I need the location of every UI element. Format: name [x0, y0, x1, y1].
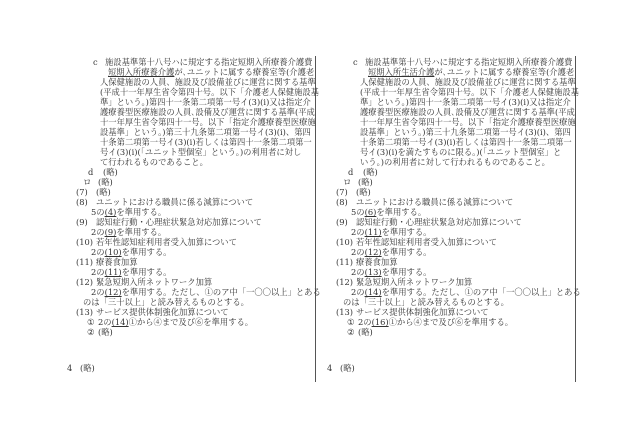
underlined-text: (12): [104, 287, 122, 297]
item-marker: ロ: [343, 177, 352, 187]
line-text: [98, 177, 113, 187]
underlined-text: (10): [104, 247, 122, 257]
line-text: [360, 97, 571, 107]
item-marker: (10): [336, 237, 354, 247]
text-segment: 認知症行動・心理症状緊急対応加算について: [356, 217, 522, 227]
line-text: [363, 167, 378, 177]
text-segment: 準」という。)第四十一条第二項第一号イ(3)(i)又は指定介: [100, 97, 311, 107]
text-segment: 施設基準第十八号ハに規定する指定短期入所療養介護費: [365, 57, 573, 67]
text-segment: 療養食加算: [356, 257, 398, 267]
line-text: [368, 67, 574, 77]
line-text: [91, 267, 171, 277]
item-marker: c: [93, 57, 98, 67]
text-segment: (平成十一年厚生省令第四十号。以下「介護老人保健施設基: [360, 87, 579, 97]
text-segment: 号イ(3)(i)を満たすものに限る。)(「ユニット型個室」と: [360, 147, 562, 157]
text-segment: (略): [98, 327, 113, 337]
text-segment: 2の: [351, 267, 365, 277]
text-segment: (平成十一年厚生省令第四十号。以下「介護老人保健施設基: [100, 87, 319, 97]
line-text: [96, 217, 262, 227]
text-segment: 2の: [98, 317, 112, 327]
line-text: [83, 297, 249, 307]
item-marker: (11): [336, 257, 354, 267]
text-segment: を準用する。: [381, 247, 432, 257]
line-text: [96, 197, 253, 207]
text-segment: のは「三十以上」と読み替えるものとする。: [83, 297, 249, 307]
line-text: [356, 187, 371, 197]
text-segment: て行われるものであること。: [100, 157, 208, 167]
line-text: [351, 207, 426, 217]
column-divider: [575, 56, 576, 382]
item-marker: (7): [76, 187, 88, 197]
text-segment: 5の: [91, 207, 105, 217]
text-segment: 護療養型医療施設の人員､設備及び運営に関する基準(平成: [100, 107, 315, 117]
line-text: [96, 307, 229, 317]
line-text: [360, 127, 571, 137]
text-segment: (略): [358, 177, 373, 187]
item-marker: (10): [76, 237, 94, 247]
text-segment: のは「三十以上」と読み替えるものとする。: [343, 297, 509, 307]
text-segment: が､ユニットに属する療養室等(介護老: [174, 67, 315, 77]
text-segment: 若年性認知症利用者受入加算について: [356, 237, 497, 247]
text-segment: 若年性認知症利用者受入加算について: [96, 237, 237, 247]
text-segment: 療養食加算: [96, 257, 138, 267]
text-segment: が､ユニットに属する療養室等(介護老: [434, 67, 575, 77]
underlined-text: (16): [371, 317, 389, 327]
line-text: [356, 257, 398, 267]
text-segment: 2の: [351, 287, 365, 297]
text-segment: 2の: [358, 317, 372, 327]
line-text: [360, 87, 579, 97]
item-marker: (8): [76, 197, 88, 207]
item-marker: (13): [336, 307, 354, 317]
text-segment: を準用する。: [121, 267, 172, 277]
line-text: [356, 197, 513, 207]
text-segment: 5の: [351, 207, 365, 217]
text-segment: を準用する。: [376, 207, 427, 217]
text-segment: 2の: [351, 247, 365, 257]
text-segment: 緊急短期入所ネットワーク加算: [96, 277, 213, 287]
text-segment: を準用する。: [381, 227, 432, 237]
text-segment: 護療養型医療施設の人員､設備及び運営に関する基準(平成: [360, 107, 575, 117]
text-segment: ユニットにおける職員に係る減算について: [96, 197, 254, 207]
item-marker: (8): [336, 197, 348, 207]
item-marker: c: [353, 57, 358, 67]
item-marker: (12): [76, 277, 94, 287]
line-text: [351, 247, 431, 257]
item-marker: ロ: [83, 177, 92, 187]
section-number: 4: [67, 363, 73, 373]
text-segment: 2の: [91, 227, 105, 237]
text-segment: (略): [98, 177, 113, 187]
line-text: [98, 327, 113, 337]
text-segment: 十一年厚生省令第四十一号。以下「指定介護療養型医療施: [360, 117, 576, 127]
text-segment: を準用する。: [381, 267, 432, 277]
underlined-text: (14): [364, 287, 382, 297]
item-marker: (12): [336, 277, 354, 287]
text-segment: を準用する。: [121, 247, 172, 257]
item-marker: (9): [336, 217, 348, 227]
underlined-text: (11): [104, 267, 122, 277]
text-segment: 2の: [351, 227, 365, 237]
line-text: [91, 207, 166, 217]
line-text: [356, 307, 489, 317]
text-segment: を準用する。: [116, 227, 167, 237]
text-segment: ユニットにおける職員に係る減算について: [356, 197, 514, 207]
text-segment: 2の: [91, 247, 105, 257]
text-segment: (略): [358, 327, 373, 337]
text-segment: ①から④まで及び⑥を準用する。: [388, 317, 514, 327]
section-text: (略): [80, 363, 95, 373]
text-segment: (略): [363, 167, 378, 177]
line-text: [356, 217, 522, 227]
text-segment: 2の: [91, 287, 105, 297]
text-segment: 十一年厚生省令第四十一号。以下「指定介護療養型医療施: [100, 117, 316, 127]
line-text: [98, 317, 253, 327]
underlined-text: (4): [104, 207, 117, 217]
text-segment: 2の: [91, 267, 105, 277]
text-segment: 号イ(3)(i)(「ユニット型個室」という。)の利用者に対し: [100, 147, 302, 157]
line-text: [103, 167, 118, 177]
section-number: 4: [327, 363, 333, 373]
text-segment: 人保健施設の人員、施設及び設備並びに運営に関する基準: [360, 77, 576, 87]
text-segment: を準用する。: [116, 207, 167, 217]
line-text: [358, 327, 373, 337]
line-text: [360, 147, 561, 157]
line-text: [360, 107, 575, 117]
line-text: [91, 247, 171, 257]
text-segment: 準」という。)第四十一条第二項第一号イ(3)(i)又は指定介: [360, 97, 571, 107]
line-text: [96, 277, 212, 287]
text-segment: 十条第二項第一号イ(3)(i)若しくは第四十一条第二項第一: [100, 137, 312, 147]
text-segment: を準用する。ただし、①のア中「一〇〇以上」とある: [121, 287, 321, 297]
line-text: [96, 257, 138, 267]
column-after: [260, 0, 581, 441]
underlined-text: (6): [364, 207, 377, 217]
line-text: [360, 117, 576, 127]
underlined-text: (14): [111, 317, 129, 327]
section-text: (略): [340, 363, 355, 373]
line-text: [365, 57, 572, 67]
line-text: [360, 77, 576, 87]
text-segment: 設基準」という。)第三十九条第二項第一号イ(3)(i)、第四: [100, 127, 311, 137]
line-text: [360, 137, 572, 147]
line-text: [96, 187, 111, 197]
line-text: [351, 267, 431, 277]
item-marker: d: [348, 167, 354, 177]
line-text: [96, 237, 237, 247]
item-marker: (11): [76, 257, 94, 267]
item-marker: (13): [76, 307, 94, 317]
text-segment: 緊急短期入所ネットワーク加算: [356, 277, 473, 287]
text-segment: (略): [96, 187, 111, 197]
underlined-text: 短期入所生活介護: [368, 67, 435, 77]
text-segment: 施設基準第十八号ハに規定する指定短期入所療養介護費: [105, 57, 313, 67]
line-text: [358, 177, 373, 187]
line-text: [351, 287, 581, 297]
text-segment: (略): [356, 187, 371, 197]
text-segment: サービス提供体制強化加算について: [356, 307, 489, 317]
text-segment: 十条第二項第一号イ(3)(i)若しくは第四十一条第二項第一: [360, 137, 572, 147]
item-marker: (7): [336, 187, 348, 197]
text-segment: いう。)の利用者に対して行われるものであること。: [360, 157, 550, 167]
item-marker: ①: [347, 317, 355, 327]
text-segment: 設基準」という。)第三十九条第二項第一号イ(3)(i)、第四: [360, 127, 571, 137]
item-marker: ②: [87, 327, 95, 337]
item-marker: ②: [347, 327, 355, 337]
line-text: [100, 157, 208, 167]
item-marker: d: [88, 167, 94, 177]
line-text: [356, 277, 472, 287]
line-text: [351, 227, 431, 237]
line-text: [91, 227, 166, 237]
underlined-text: (9): [104, 227, 117, 237]
underlined-text: (11): [364, 227, 382, 237]
underlined-text: 短期入所療養介護: [108, 67, 175, 77]
text-segment: ①から④まで及び⑥を準用する。: [128, 317, 254, 327]
line-text: [360, 157, 550, 167]
line-text: [358, 317, 513, 327]
item-marker: ①: [87, 317, 95, 327]
text-segment: を準用する。ただし、①のア中「一〇〇以上」とある: [381, 287, 581, 297]
item-marker: (9): [76, 217, 88, 227]
underlined-text: (12): [364, 247, 382, 257]
text-segment: 認知症行動・心理症状緊急対応加算について: [96, 217, 262, 227]
text-segment: (略): [103, 167, 118, 177]
underlined-text: (13): [364, 267, 382, 277]
text-segment: 人保健施設の人員、施設及び設備並びに運営に関する基準: [100, 77, 316, 87]
text-segment: サービス提供体制強化加算について: [96, 307, 229, 317]
line-text: [343, 297, 509, 307]
line-text: [356, 237, 497, 247]
